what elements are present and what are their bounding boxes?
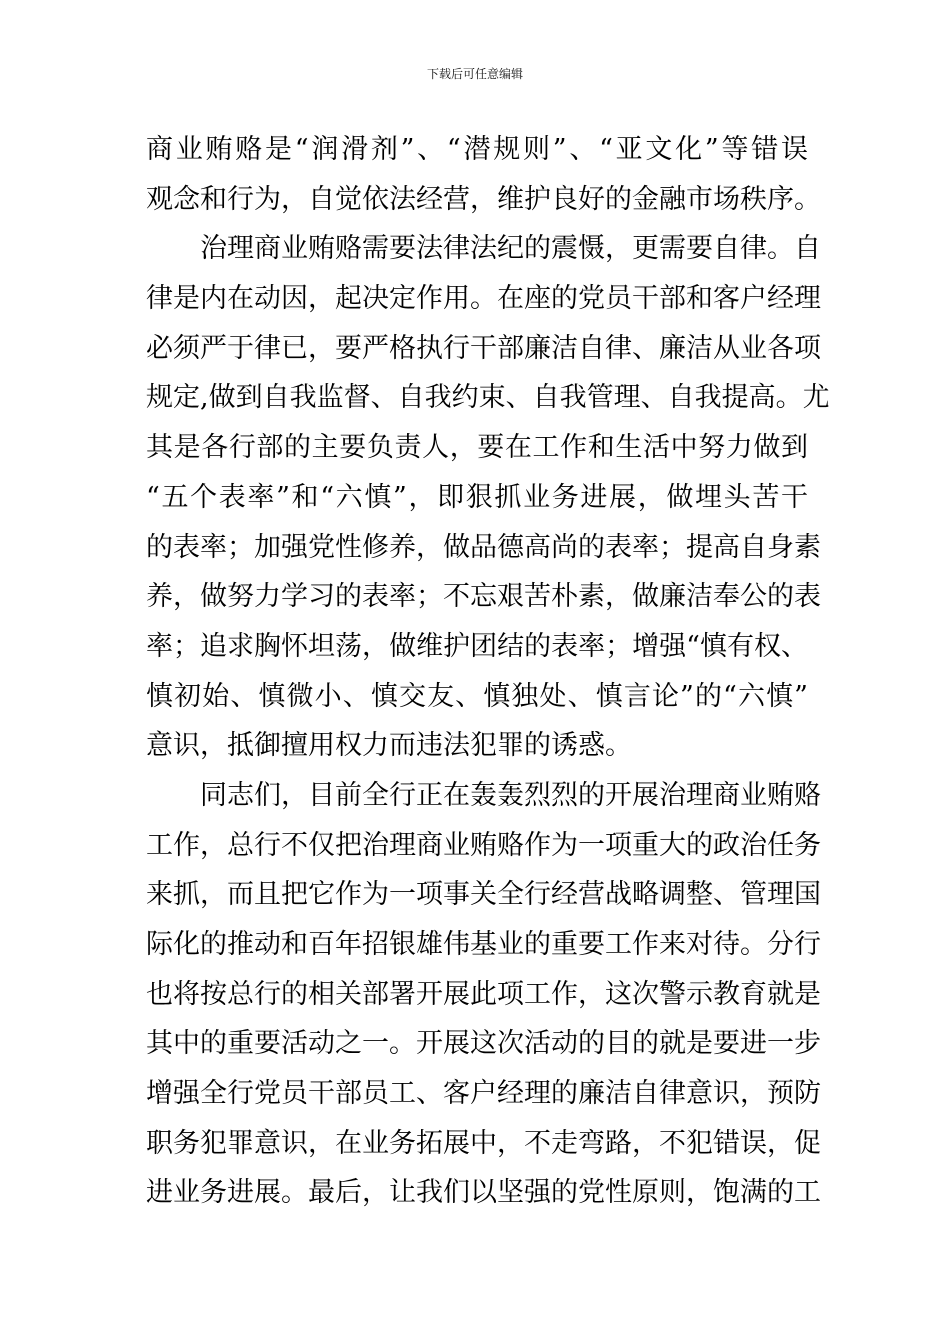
text-line: 际化的推动和百年招银雄伟基业的重要工作来对待。分行 — [146, 929, 821, 960]
page-header: 下载后可任意编辑 — [426, 67, 523, 81]
text-line: 增强全行党员干部员工、客户经理的廉洁自律意识，预防 — [146, 1078, 821, 1110]
text-line: 职务犯罪意识，在业务拓展中，不走弯路，不犯错误，促 — [146, 1127, 821, 1159]
text-line: 观念和行为，自觉依法经营，维护良好的金融市场秩序。 — [146, 183, 821, 215]
text-line: 规定,做到自我监督、自我约束、自我管理、自我提高。尤 — [146, 382, 830, 414]
document-body — [146, 125, 830, 1218]
text-line: 律是内在动因，起决定作用。在座的党员干部和客户经理 — [146, 283, 821, 315]
text-line: 其是各行部的主要负责人，要在工作和生活中努力做到 — [146, 432, 808, 464]
text-line: 商业贿赂是“润滑剂”、“潜规则”、“亚文化”等错误 — [146, 134, 808, 165]
text-line: 养，做努力学习的表率；不忘艰苦朴素，做廉洁奉公的表 — [146, 581, 821, 613]
text-line: 的表率；加强党性修养，做品德高尚的表率；提高自身素 — [146, 531, 821, 563]
text-line: 必须严于律已，要严格执行干部廉洁自律、廉洁从业各项 — [146, 332, 821, 364]
text-line: 治理商业贿赂需要法律法纪的震慑，更需要自律。自 — [200, 233, 821, 265]
text-line: 其中的重要活动之一。开展这次活动的目的就是要进一步 — [146, 1028, 821, 1060]
text-line: 进业务进展。最后，让我们以坚强的党性原则，饱满的工 — [146, 1177, 821, 1209]
text-line: 率；追求胸怀坦荡，做维护团结的表率；增强“慎有权、 — [146, 630, 808, 662]
text-line: “五个表率”和“六慎”，即狠抓业务进展，做埋头苦干 — [146, 481, 808, 513]
text-line: 同志们，目前全行正在轰轰烈烈的开展治理商业贿赂 — [200, 779, 821, 811]
text-line: 慎初始、慎微小、慎交友、慎独处、慎言论”的“六慎” — [146, 680, 808, 712]
text-line: 来抓，而且把它作为一项事关全行经营战略调整、管理国 — [146, 879, 821, 911]
text-line: 意识，抵御擅用权力而违法犯罪的诱惑。 — [146, 730, 632, 762]
text-line: 工作，总行不仅把治理商业贿赂作为一项重大的政治任务 — [146, 829, 821, 861]
text-line: 也将按总行的相关部署开展此项工作，这次警示教育就是 — [146, 978, 821, 1010]
